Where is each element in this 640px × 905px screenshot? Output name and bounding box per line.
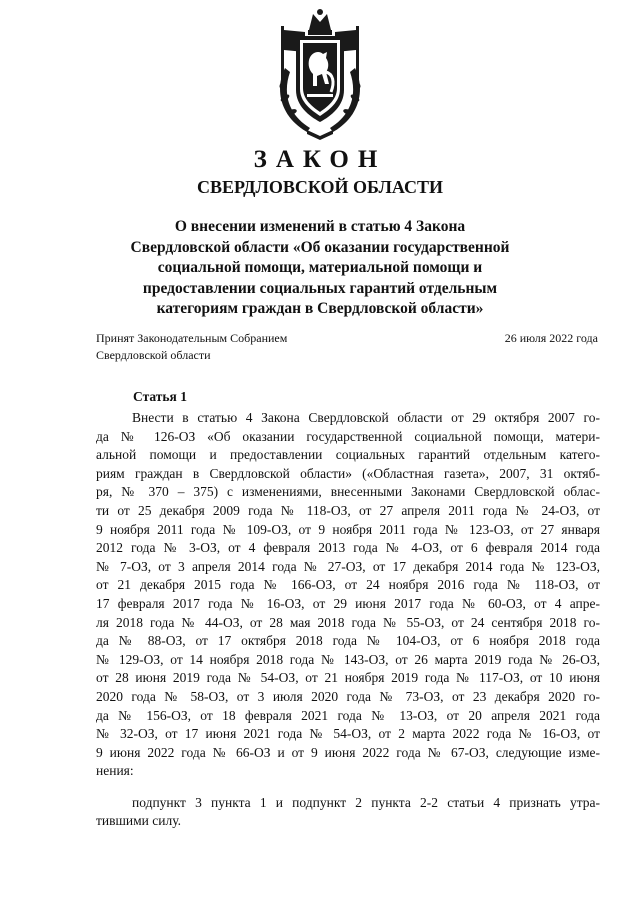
text-line: ря, № 370 – 375) с изменениями, внесенными Законами Свердловской облас-	[96, 484, 600, 500]
text-line: Внести в статью 4 Закона Свердловской области от 29 октября 2007 го-	[132, 410, 600, 425]
text-line: 2012 года № 3-ОЗ, от 4 февраля 2013 года № 4-ОЗ, от 6 февраля 2014 года	[96, 540, 600, 556]
text-line: подпункт 3 пункта 1 и подпункт 2 пункта 2-2 статьи 4 признать утра-	[132, 794, 600, 810]
adoption-line: Свердловской области	[96, 348, 211, 362]
text-line: № 129-ОЗ, от 14 ноября 2018 года № 143-ОЗ, от 26 марта 2019 года № 26-ОЗ,	[96, 651, 600, 667]
law-heading-line: Свердловской области «Об оказании государственной	[130, 238, 510, 256]
text-line: № 7-ОЗ, от 3 апреля 2014 года № 27-ОЗ, от 17 декабря 2014 года № 123-ОЗ,	[96, 558, 600, 574]
adoption-statement	[96, 330, 287, 364]
article-title: Статья 1	[133, 389, 187, 404]
text-line: 17 февраля 2017 года № 16-ОЗ, от 29 июня 2017 года № 60-ОЗ, от 4 апре-	[96, 595, 600, 611]
article-body	[96, 409, 600, 831]
text-line: нения:	[96, 763, 134, 779]
law-heading-line: предоставлении социальных гарантий отдельным	[142, 279, 498, 297]
article-paragraph	[96, 409, 600, 781]
law-heading-line: социальной помощи, материальной помощи и	[157, 259, 483, 276]
law-heading-line: категориям граждан в Свердловской области»	[156, 300, 484, 317]
document-subtitle: СВЕРДЛОВСКОЙ ОБЛАСТИ	[197, 177, 443, 197]
text-line: да № 156-ОЗ, от 18 февраля 2021 года № 13-ОЗ, от 20 апреля 2021 года	[96, 707, 600, 723]
text-line: от 21 декабря 2015 года № 166-ОЗ, от 24 ноября 2016 года № 118-ОЗ, от	[96, 577, 600, 593]
text-line: тившими силу.	[96, 813, 181, 829]
law-heading-line: О внесении изменений в статью 4 Закона	[174, 218, 466, 235]
text-line: № 32-ОЗ, от 17 июня 2021 года № 54-ОЗ, от 2 марта 2022 года № 16-ОЗ, от	[96, 726, 600, 742]
text-line: 9 июня 2022 года № 66-ОЗ и от 9 июня 2022 года № 67-ОЗ, следующие изме-	[96, 744, 600, 760]
text-line: ти от 25 декабря 2009 года № 118-ОЗ, от 27 апреля 2011 года № 24-ОЗ, от	[96, 502, 600, 518]
adoption-date: 26 июля 2022 года	[504, 331, 598, 345]
law-heading	[90, 217, 550, 320]
text-line: риям граждан в Свердловской области» («Областная газета», 2007, 31 октяб-	[96, 465, 600, 481]
text-line: 2020 года № 58-ОЗ, от 3 июля 2020 года № 73-ОЗ, от 23 декабря 2020 го-	[96, 688, 600, 704]
adoption-line: Принят Законодательным Собранием	[96, 331, 288, 345]
text-line: от 28 июня 2019 года № 54-ОЗ, от 21 ноября 2019 года № 117-ОЗ, от 10 июня	[96, 670, 600, 686]
text-line: да № 88-ОЗ, от 17 октября 2018 года № 104-ОЗ, от 6 ноября 2018 года	[96, 633, 600, 649]
text-line: ля 2018 года № 44-ОЗ, от 28 мая 2018 года № 55-ОЗ, от 24 сентября 2018 го-	[96, 614, 600, 630]
article-paragraph	[96, 794, 600, 831]
document-title: ЗАКОН	[253, 146, 387, 173]
coat-of-arms-icon	[263, 8, 377, 140]
text-line: 9 ноября 2011 года № 109-ОЗ, от 9 ноября 2011 года № 123-ОЗ, от 27 января	[96, 521, 600, 537]
ribbon-icon	[307, 130, 333, 140]
crown-icon	[308, 9, 332, 35]
shield-icon	[296, 36, 344, 122]
text-line: да № 126-ОЗ «Об оказании государственной социальной помощи, матери-	[96, 428, 600, 444]
text-line: альной помощи и предоставлении социальных гарантий отдельным катего-	[96, 447, 600, 463]
